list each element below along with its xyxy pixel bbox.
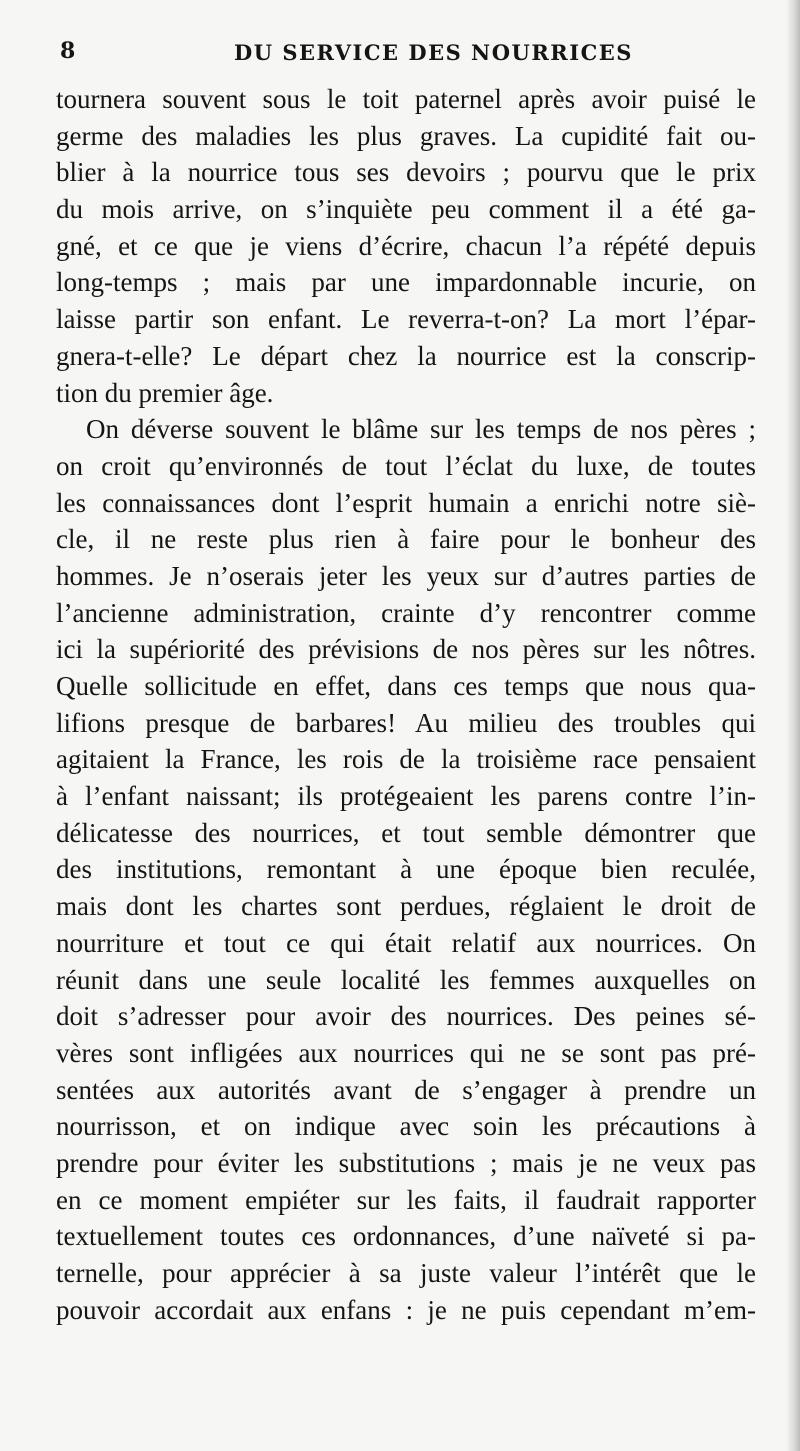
text-line: prendre pour éviter les substitutions ; mais je ne veux pas — [56, 1147, 756, 1178]
page-number: 8 — [60, 38, 76, 64]
text-line: mais dont les chartes sont perdues, réglaient le droit de — [56, 891, 756, 922]
body-text — [56, 81, 756, 1328]
text-line: sentées aux autorités avant de s’engager à prendre un — [56, 1074, 756, 1105]
text-line: pouvoir accordait aux enfans : je ne puis cependant m’em- — [56, 1294, 756, 1325]
text-line: réunit dans une seule localité les femmes auxquelles on — [56, 964, 756, 995]
page-header — [56, 38, 756, 78]
page-spine-shadow — [786, 0, 800, 1451]
text-line: long-temps ; mais par une impardonnable incurie, on — [56, 267, 756, 298]
text-line: à l’enfant naissant; ils protégeaient les parens contre l’in- — [56, 781, 756, 812]
text-line: on croit qu’environnés de tout l’éclat du luxe, de toutes — [56, 450, 756, 481]
text-line: du mois arrive, on s’inquiète peu comment il a été ga- — [56, 194, 756, 225]
text-line: en ce moment empiéter sur les faits, il faudrait rapporter — [56, 1184, 756, 1215]
text-line: l’ancienne administration, crainte d’y rencontrer comme — [56, 597, 756, 628]
text-line: textuellement toutes ces ordonnances, d’une naïveté si pa- — [56, 1221, 756, 1252]
text-line: gnera-t-elle? Le départ chez la nourrice est la conscrip- — [56, 340, 756, 371]
text-line: nourriture et tout ce qui était relatif aux nourrices. On — [56, 927, 756, 958]
paragraph-end-line: tion du premier âge. — [56, 377, 274, 408]
text-line: vères sont infligées aux nourrices qui ne se sont pas pré- — [56, 1037, 756, 1068]
text-line: les connaissances dont l’esprit humain a enrichi notre siè- — [56, 487, 756, 518]
text-line: des institutions, remontant à une époque bien reculée, — [56, 854, 756, 885]
running-title: DU SERVICE DES NOURRICES — [234, 40, 633, 65]
text-line: blier à la nourrice tous ses devoirs ; pourvu que le prix — [56, 157, 756, 188]
text-line: ici la supériorité des prévisions de nos pères sur les nôtres. — [56, 634, 756, 665]
text-line: délicatesse des nourrices, et tout semble démontrer que — [56, 817, 756, 848]
text-line: ternelle, pour apprécier à sa juste valeur l’intérêt que le — [56, 1258, 756, 1288]
text-line: laisse partir son enfant. Le reverra-t-on? La mort l’épar- — [56, 304, 756, 335]
text-line: cle, il ne reste plus rien à faire pour le bonheur des — [56, 524, 756, 555]
text-line: germe des maladies les plus graves. La cupidité fait ou- — [56, 120, 756, 151]
text-line: hommes. Je n’oserais jeter les yeux sur d’autres parties de — [56, 560, 756, 591]
text-line: nourrisson, et on indique avec soin les précautions à — [56, 1111, 756, 1142]
text-line: gné, et ce que je viens d’écrire, chacun l’a répété depuis — [56, 230, 756, 261]
text-line: tournera souvent sous le toit paternel après avoir puisé le — [56, 84, 756, 114]
text-line: agitaient la France, les rois de la troisième race pensaient — [56, 744, 756, 775]
text-line: doit s’adresser pour avoir des nourrices. Des peines sé- — [56, 1001, 756, 1032]
text-line: Quelle sollicitude en effet, dans ces temps que nous qua- — [56, 671, 756, 701]
text-line: lifions presque de barbares! Au milieu des troubles qui — [56, 707, 756, 738]
paragraph-start-line: On déverse souvent le blâme sur les temps de nos pères ; — [86, 414, 756, 445]
